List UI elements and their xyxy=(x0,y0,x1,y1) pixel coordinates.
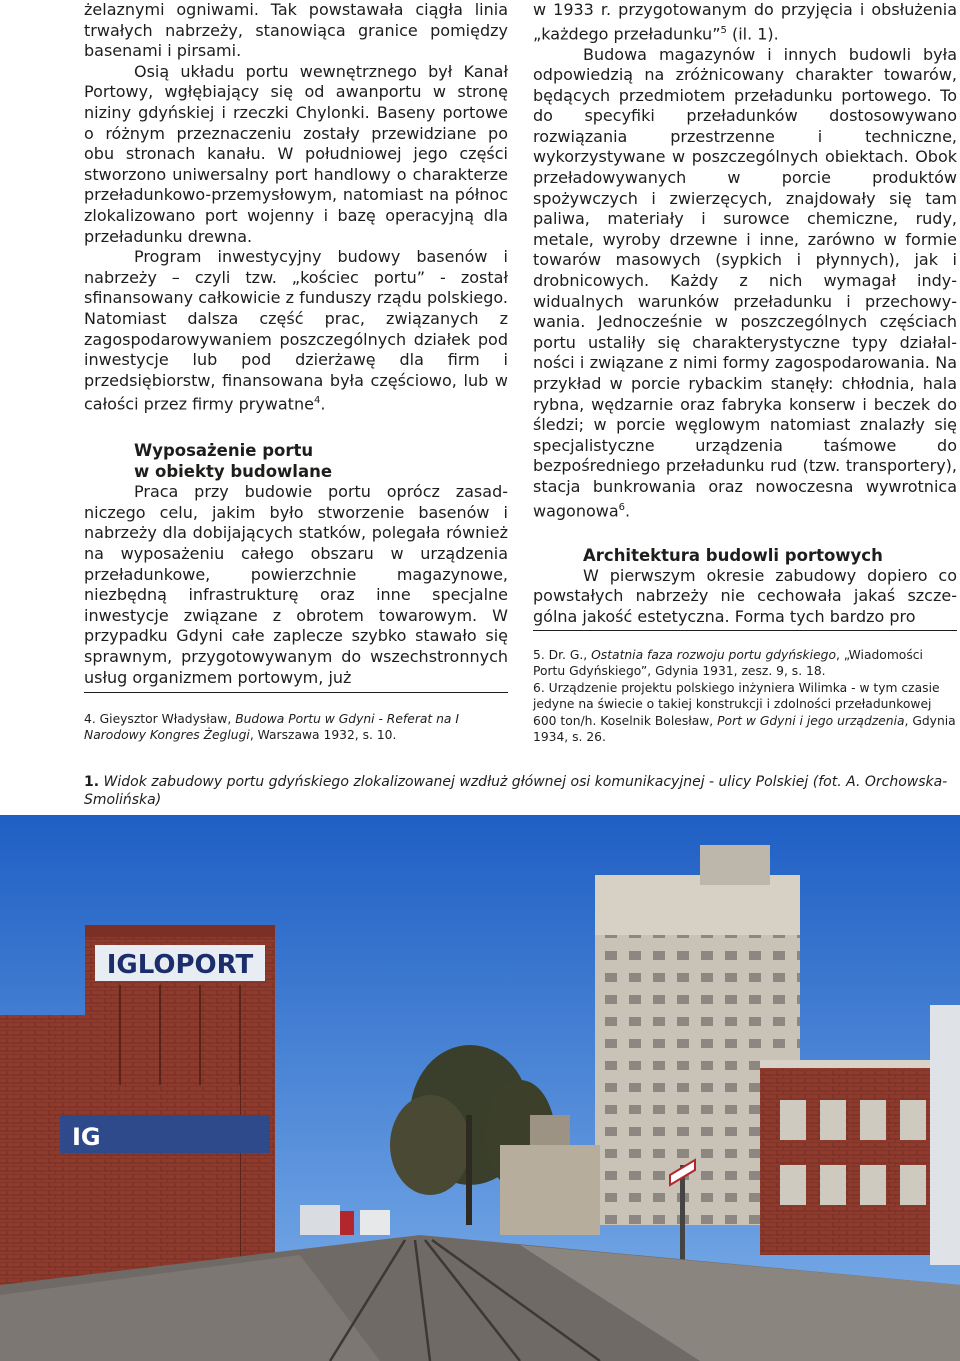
paragraph xyxy=(84,247,508,415)
paragraph xyxy=(533,45,957,522)
paragraph-end: . xyxy=(320,394,326,414)
paragraph: Praca przy budowie portu oprócz zasadniczego celu, jakim było stworzenie basenów i nabrzeży dla dobijających statków, polegała również na wyposażeniu całego obszaru w urządzenia przeładunkowe, powierzchnie magazynowe, niezbędną infrastrukturę oraz inne specjalne inwestycje związane z obrotem towarowym. W przypadku Gdyni całe zaplecze szybko stawało się sprawnym, przygotowywanym do wszechstronnych usług organizmem portowym, już xyxy=(84,482,508,687)
section-heading xyxy=(84,440,508,482)
paragraph-text: Program inwestycyjny budowy basenów i nabrzeży – czyli tzw. „kościec portu” - został sfinansowany całkowicie z funduszy rządu polskiego. Natomiast dalsza część prac, związanych z zagospodarowywaniem poszczególnych działek pod inwestycje lub pod dzierżawę dla firm i przedsiębiorstw, finansowana była częściowo, lub w całości przez firmy prywatne xyxy=(84,247,508,414)
heading-line: w obiekty budowlane xyxy=(134,462,333,482)
igloport-sign: IGLOPORT xyxy=(106,950,254,980)
figure-caption xyxy=(84,773,960,809)
footnote-6 xyxy=(533,680,957,746)
footnote-5 xyxy=(533,647,957,680)
section-heading: Architektura budowli portowych xyxy=(583,545,883,565)
footnote-title: Ostatnia faza rozwoju portu gdyńskiego xyxy=(591,648,836,662)
footnote-prefix: 4. Gieysztor Władysław, xyxy=(84,712,236,726)
footnote-rule xyxy=(533,630,957,631)
small-sign: IG xyxy=(72,1123,101,1151)
footnote-ref[interactable]: 6 xyxy=(618,501,626,513)
paragraph-text: w 1933 r. przygotowanym do przyjęcia i obsłużenia „każdego przeładunku” xyxy=(533,0,957,43)
mid-building xyxy=(500,1145,600,1235)
footnote-ref[interactable]: 5 xyxy=(720,24,727,36)
port-photo xyxy=(0,815,960,1361)
left-column xyxy=(84,0,508,688)
paragraph-end: . xyxy=(625,500,631,520)
footnote-prefix: 5. Dr. G., xyxy=(533,648,592,662)
caption-text: Widok zabudowy portu gdyńskiego zlokalizowanej wzdłuż głównej osi komunikacyjnej - ulicy Polskiej (fot. A. Orchowska-Smolińska) xyxy=(84,774,948,808)
footnote-left xyxy=(84,692,508,744)
footnote-title: Port w Gdyni i jego urządzenia xyxy=(717,713,905,728)
paragraph: Osią układu portu wewnętrznego był Kanał Portowy, wgłębiający się od awanportu w stronę niziny gdyńskiej i rzeczki Chylonki. Baseny portowe o różnym przeznaczeniu zostały przewidziane po obu stronach kanału. W południowej jego części stworzono uniwersalny port handlowy o charakterze przeładunkowo-przemysłowym, natomiast na północ zlokalizowano port wojenny i bazę operacyjną dla przeładunku drewna. xyxy=(84,61,508,246)
port-photo-illustration xyxy=(0,815,960,1361)
footnote-rule xyxy=(84,692,508,693)
figure-number: 1. xyxy=(84,774,100,790)
paragraph xyxy=(533,0,957,45)
paragraph-end: (il. 1). xyxy=(726,23,779,43)
paragraph-text: Budowa magazynów i innych budowli była odpowiedzią na zróżnicowany charakter towarów, będących przedmiotem przeładunku portowego. To do specyfiki przeładunków dostosowywano rozwiązania przestrzenne i techniczne, wykorzystywane w poszczególnych obiektach. Obok przeładowywanych w porcie produktów spożywczych i zwierzęcych, znajdowały się tam paliwa, materiały i surowce chemiczne, rudy, metale, wyroby drzewne i inne, zarówno w formie towarów masowych (sypkich i płynnych), jak i drobnicowych. Każdy z nich wymagał indywidualnych warunków przeładunku i przechowywania. Jednocześnie w poszczególnych częściach portu ustaliły się charakterystyczne typy działalności i związane z nimi formy zagospodarowania. Na przykład w porcie rybackim stanęły: chłodnia, hala rybna, wędzarnie oraz fabryka konserw i beczek do śledzi; w porcie węglowym natomiast znalazły się specjalistyczne urządzenia taśmowe do bezpośredniego przeładunku rud (tzw. transportery), stacja bunkrowania oraz nowoczesna wywrotnica wagonowa xyxy=(533,44,957,520)
footnotes-right xyxy=(533,630,957,745)
footnote-prefix: 6. Urządzenie projektu polskiego inżyniera Wilimka - w tym czasie jedyne na świecie o takiej konstrukcji i zdolności przeładunkowej 600 ton/h. Koselnik Bolesław, xyxy=(533,680,940,728)
footnote-ref[interactable]: 4 xyxy=(313,395,321,407)
paragraph: W pierwszym okresie zabudowy dopiero co powstałych nabrzeży nie cechowała jakaś szczególna jakość estetyczna. Forma tych bardzo pro xyxy=(533,565,957,626)
footnote-suffix: , „Wiadomości Portu Gdyńskiego”, Gdynia 1931, zesz. 9, s. 18. xyxy=(533,648,923,679)
heading-line: Wyposażenie portu xyxy=(134,441,314,461)
mid-building-top xyxy=(530,1115,570,1145)
footnote-4 xyxy=(84,711,508,744)
footnote-title: Budowa Portu w Gdyni - Referat na I Narodowy Kongres Żeglugi xyxy=(84,712,459,743)
footnote-suffix: , Warszawa 1932, s. 10. xyxy=(249,728,397,743)
paragraph: żelaznymi ogniwami. Tak powstawała ciągła linia trwałych nabrzeży, stanowiąca granice pomiędzy basenami i pirsami. xyxy=(84,0,508,61)
right-column xyxy=(533,0,957,627)
footnote-suffix: , Gdynia 1934, s. 26. xyxy=(533,713,956,745)
